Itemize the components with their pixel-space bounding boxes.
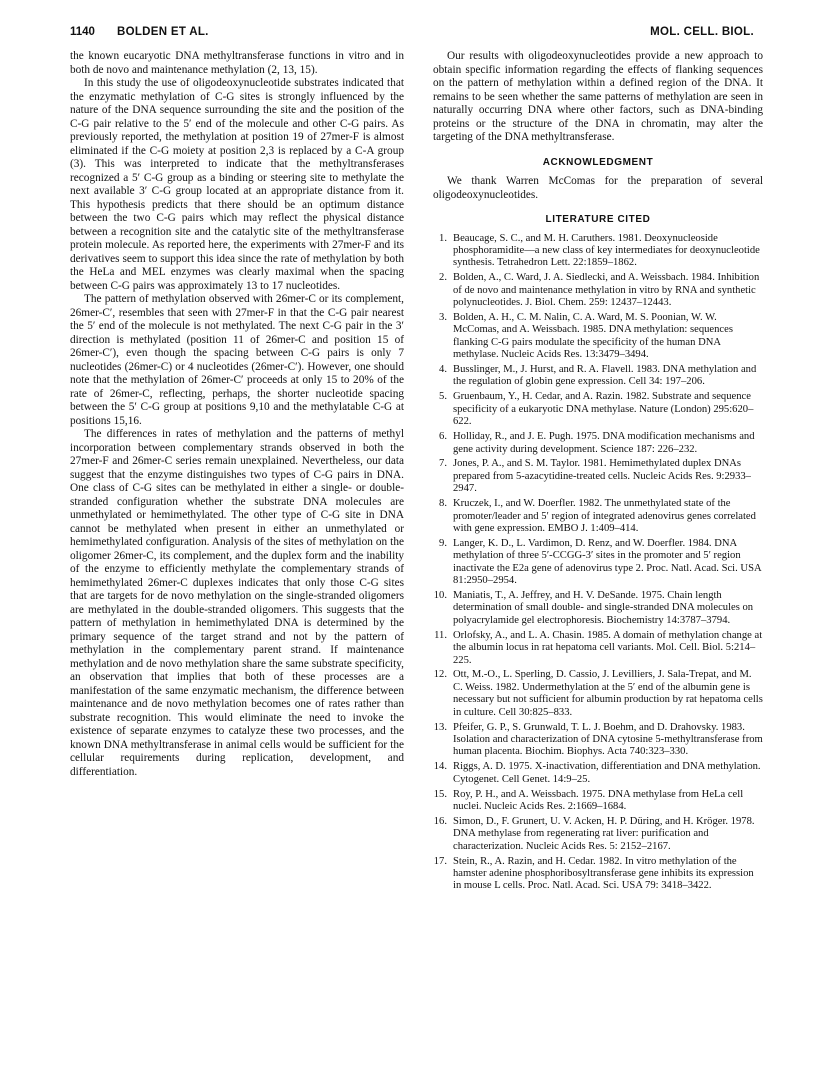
reference-text: Pfeifer, G. P., S. Grunwald, T. L. J. Boehm, and D. Drahovsky. 1983. Isolation and characterization of DNA cytosine 5-methyltransferase from human placenta. Biochim. Biophys. Acta 740:323–330. [453, 721, 763, 758]
running-header [70, 26, 754, 42]
reference-number: 14. [433, 761, 447, 773]
reference-number: 2. [439, 272, 447, 284]
literature-cited-heading: LITERATURE CITED [545, 214, 651, 225]
reference-text: Busslinger, M., J. Hurst, and R. A. Flavell. 1983. DNA methylation and the regulation of globin gene expression. Cell 34: 197–206. [453, 364, 757, 388]
reference-number: 3. [439, 311, 447, 323]
reference-text: Orlofsky, A., and L. A. Chasin. 1985. A domain of methylation change at the albumin locus in rat hepatoma cell variants. Mol. Cell. Biol. 5:214–225. [453, 629, 763, 666]
reference-item [433, 761, 763, 786]
reference-text: Stein, R., A. Razin, and H. Cedar. 1982. In vitro methylation of the hamster adenine phosphoribosyltransferase gene inhibits its expression in mouse L cells. Proc. Natl. Acad. Sci. USA 79: 3418–3422. [453, 855, 754, 892]
reference-list [433, 233, 763, 893]
reference-number: 16. [433, 815, 447, 827]
body-paragraph: Our results with oligodeoxynucleotides provide a new approach to obtain specific information regarding the effects of flanking sequences on the pattern of methylation within a defined region of the DNA. It remains to be seen whether the same patterns of methylation are seen in naturally occurring DNA where other factors, such as DNA-binding proteins or the structure of the DNA in chromatin, may alter the targeting of the DNA methyltransferase. [433, 50, 763, 143]
reference-item [433, 789, 763, 814]
reference-text: Roy, P. H., and A. Weissbach. 1975. DNA methylase from HeLa cell nuclei. Nucleic Acids Res. 2:1669–1684. [453, 788, 744, 812]
reference-number: 4. [439, 364, 447, 376]
reference-item [433, 816, 763, 853]
reference-text: Simon, D., F. Grunert, U. V. Acken, H. P. Düring, and H. Kröger. 1978. DNA methylase from regenerating rat liver: purification and characterization. Nucleic Acids Res. 5: 2152–2167. [453, 815, 755, 852]
reference-number: 17. [433, 855, 447, 867]
reference-number: 12. [433, 669, 447, 681]
body-paragraph: In this study the use of oligodeoxynucleotide substrates indicated that the enzymatic methylation of C-G sites is strongly influenced by the nature of the DNA sequence surrounding the site and the position of the C-G pair relative to the 5′ end of the molecule and other C-G pairs. As previously reported, the methylation at position 19 of 27mer-F is almost eliminated if the C-G moiety at position 2,3 is replaced by a C-A group (3). This was interpreted to indicate that the methyltransferases recognized a 5′ C-G group as a binding or steering site to methylate the next available 3′ C-G group located at an appropriate distance from it. This hypothesis predicts that there should be an optimum distance between the two C-G pairs which may reflect the physical distance between a recognition site and the catalytic site of the methyltransferase protein molecule. As reported here, the experiments with 27mer-F and its derivatives seem to support this idea since the rate of methylation by both the HeLa and MEL enzymes was clearly maximal when the spacing between C-G pairs was approximately 13 to 17 nucleotides. [70, 77, 404, 292]
reference-text: Gruenbaum, Y., H. Cedar, and A. Razin. 1982. Substrate and sequence specificity of a eukaryotic DNA methylase. Nature (London) 295:620–622. [453, 391, 754, 428]
reference-item [433, 364, 763, 389]
reference-text: Beaucage, S. C., and M. H. Caruthers. 1981. Deoxynucleoside phosphoramidite—a new class of key intermediates for deoxynucleotide synthesis. Tetrahedron Lett. 22:1859–1862. [453, 232, 760, 269]
reference-number: 5. [439, 391, 447, 403]
reference-text: Ott, M.-O., L. Sperling, D. Cassio, J. Levilliers, J. Sala-Trepat, and M. C. Weiss. 1982. Undermethylation at the 5′ end of the albumin gene is necessary but not sufficient for albumin production by rat hepatoma cells in culture. Cell 30:825–833. [453, 669, 763, 718]
reference-number: 11. [434, 629, 447, 641]
reference-item [433, 458, 763, 495]
reference-text: Bolden, A., C. Ward, J. A. Siedlecki, and A. Weissbach. 1984. Inhibition of de novo and maintenance methylation in vitro by RNA and synthetic polynucleotides. J. Biol. Chem. 259: 12437–12443. [453, 272, 760, 309]
running-authors: BOLDEN ET AL. [117, 26, 209, 38]
reference-number: 9. [439, 537, 447, 549]
reference-number: 10. [433, 589, 447, 601]
acknowledgment-heading: ACKNOWLEDGMENT [542, 156, 654, 168]
reference-item [433, 722, 763, 759]
left-column [70, 50, 404, 779]
reference-item [433, 630, 763, 667]
reference-item [433, 590, 763, 627]
right-column [433, 50, 763, 895]
reference-text: Kruczek, I., and W. Doerfler. 1982. The unmethylated state of the promoter/leader and 5′ region of integrated adenovirus genes correlated with gene expression. EMBO J. 1:409–414. [453, 498, 756, 534]
reference-number: 6. [439, 431, 447, 443]
reference-item [433, 272, 763, 309]
reference-text: Holliday, R., and J. E. Pugh. 1975. DNA modification mechanisms and gene activity during development. Science 187: 226–232. [453, 431, 755, 455]
body-paragraph: the known eucaryotic DNA methyltransferase functions in vitro and in both de novo and maintenance methylation (2, 13, 15). [70, 50, 404, 76]
acknowledgment-text: We thank Warren McComas for the preparation of several oligodeoxynucleotides. [433, 175, 763, 201]
reference-text: Riggs, A. D. 1975. X-inactivation, differentiation and DNA methylation. Cytogenet. Cell Genet. 14:9–25. [453, 761, 761, 785]
reference-item [433, 431, 763, 456]
reference-text: Langer, K. D., L. Vardimon, D. Renz, and W. Doerfler. 1984. DNA methylation of three 5′-CCGG-3′ sites in the promoter and 5′ region inactivate the E2a gene of adenovirus type 2. Proc. Natl. Acad. Sci. USA 81:2950–2954. [453, 537, 762, 587]
reference-item [433, 233, 763, 270]
reference-number: 1. [439, 232, 447, 244]
reference-number: 13. [433, 721, 447, 733]
reference-item [433, 538, 763, 588]
page-number: 1140 [70, 26, 95, 38]
body-paragraph: The pattern of methylation observed with 26mer-C or its complement, 26mer-C′, resembles that seen with 27mer-F in that the C-G pair nearest the 5′ end of the molecule is not methylated. The next C-G pair in the 3′ direction is methylated (position 11 of 26mer-C and position 15 of 26mer-C′), even though the spacing between C-G pairs is only 7 nucleotides (26mer-C) or 4 nucleotides (26mer-C′). However, one should note that the methylation of 26mer-C′ proceeds at only 15 to 20% of the rate of 26mer-C, reflecting, perhaps, the shorter nucleotide spacing between the 5′ C-G group at positions 9,10 and the methylatable C-G at positions 15,16. [70, 293, 404, 427]
reference-item [433, 312, 763, 362]
reference-number: 8. [439, 498, 447, 510]
reference-item [433, 669, 763, 719]
reference-text: Maniatis, T., A. Jeffrey, and H. V. DeSande. 1975. Chain length determination of small double- and single-stranded DNA molecules on polyacrylamide gel electrophoresis. Biochemistry 14:3787–3794. [453, 589, 754, 626]
reference-item [433, 391, 763, 428]
reference-number: 15. [433, 788, 447, 800]
body-paragraph: The differences in rates of methylation and the patterns of methyl incorporation between complementary strands observed in both the 27mer-F and 26mer-C series remain unexplained. Nevertheless, our data suggest that the enzyme distinguishes two types of C-G pairs in DNA. One class of C-G sites can be methylated in either a single- or double-stranded configuration whether the substrate DNA molecules are unmethylated or hemimethylated. The other type of C-G site in DNA cannot be methylated when present in either an unmethylated or hemimethylated configuration. Analysis of the sites of methylation on the oligomer 26mer-C, its complement, and the duplex form and the inability of the enzyme to efficiently methylate the complementary strands of hemimethylated 26mer-C duplexes indicates that only those C-G sites that are targets for de novo methylation on the single-stranded oligomers are methylated in the double-stranded oligomers. This suggests that the pattern of methylation in hemimethylated DNA is determined by the primary sequence of the target strand and not by the pattern of methylation in the complementary parent strand. If maintenance methylation and de novo methylation share the same substrate specificity, an observation that implies that both of these processes are a manifestation of the same enzymatic mechanism, the difference between maintenance and de novo methylation becomes one of rates rather than substrate recognition. This would eliminate the need to invoke the existence of separate enzymes to catalyze these two processes, and the known DNA methyltransferase in animal cells would be sufficient for the cellular requirements during replication, development, and differentiation. [70, 428, 404, 778]
reference-item [433, 498, 763, 535]
journal-name: MOL. CELL. BIOL. [650, 26, 754, 38]
reference-number: 7. [439, 458, 447, 470]
reference-text: Bolden, A. H., C. M. Nalin, C. A. Ward, M. S. Poonian, W. W. McComas, and A. Weissbach. 1985. DNA methylation: sequences flanking C-G pairs modulate the specificity of the human DNA methylase. Nucleic Acids Res. 13:3479–3494. [453, 311, 733, 361]
reference-item [433, 856, 763, 893]
reference-text: Jones, P. A., and S. M. Taylor. 1981. Hemimethylated duplex DNAs prepared from 5-azacytidine-treated cells. Nucleic Acids Res. 9:2933–2947. [453, 458, 751, 495]
